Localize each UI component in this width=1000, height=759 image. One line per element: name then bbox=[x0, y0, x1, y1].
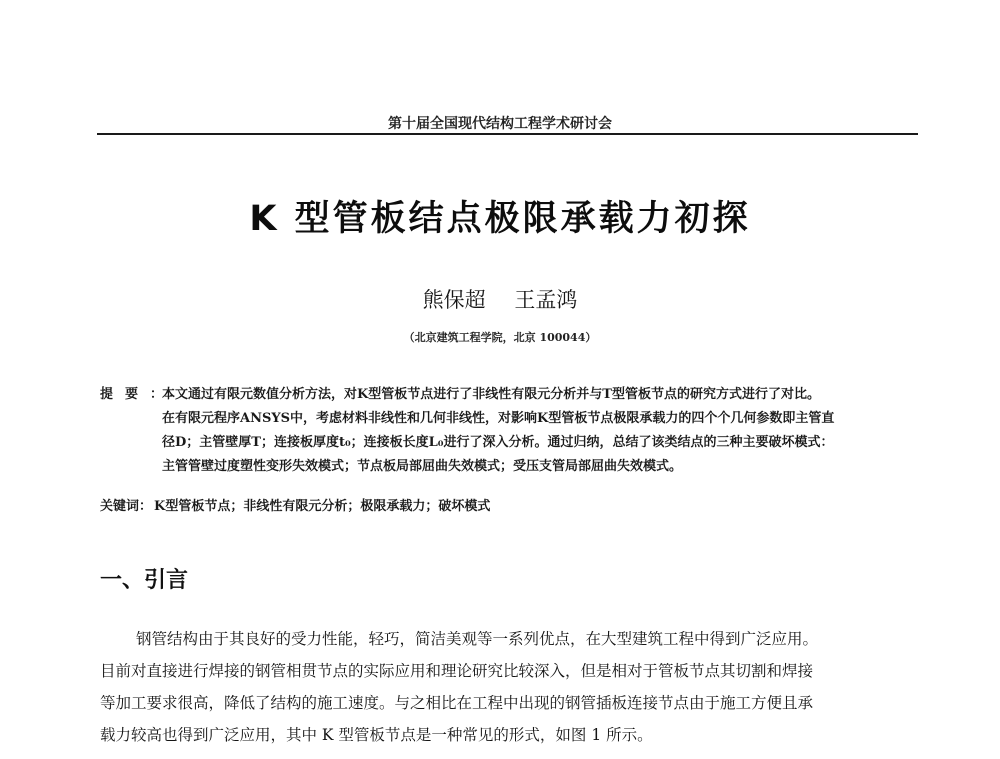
affiliation: （北京建筑工程学院，北京 100044） bbox=[403, 331, 597, 344]
author-name: 熊保超 bbox=[422, 288, 486, 312]
paper-title: K 型管板结点极限承载力初探 bbox=[249, 199, 751, 239]
abstract-line: 在有限元程序ANSYS中，考虑材料非线性和几何非线性，对影响K型管板节点极限承载力的四个个几何参数即主管直 bbox=[162, 411, 835, 426]
section-heading-introduction: 一、引言 bbox=[100, 568, 189, 593]
author-name: 王孟鸿 bbox=[514, 288, 578, 312]
keywords bbox=[100, 495, 490, 519]
running-header: 第十届全国现代结构工程学术研讨会 bbox=[388, 116, 612, 132]
authors bbox=[0, 284, 1000, 314]
keywords-label: 关键词： bbox=[100, 499, 153, 514]
paragraph-line: 载力较高也得到广泛应用，其中 K 型管板节点是一种常见的形式，如图 1 所示。 bbox=[100, 726, 653, 744]
keywords-text: K型管板节点；非线性有限元分析；极限承载力；破坏模式 bbox=[154, 499, 491, 514]
paragraph-line: 等加工要求很高，降低了结构的施工速度。与之相比在工程中出现的钢管插板连接节点由于施工方便且承 bbox=[100, 694, 814, 712]
abstract-line: 本文通过有限元数值分析方法，对K型管板节点进行了非线性有限元分析并与T型管板节点的研究方式进行了对比。 bbox=[162, 387, 820, 402]
introduction-paragraph bbox=[100, 623, 920, 751]
header-rule bbox=[97, 133, 918, 135]
abstract-line: 主管管壁过度塑性变形失效模式；节点板局部屈曲失效模式；受压支管局部屈曲失效模式。 bbox=[162, 459, 683, 474]
paragraph-line: 目前对直接进行焊接的钢管相贯节点的实际应用和理论研究比较深入，但是相对于管板节点其切割和焊接 bbox=[100, 662, 814, 680]
abstract-label: 提要： bbox=[100, 387, 176, 402]
abstract-line: 径D；主管壁厚T；连接板厚度t₀；连接板长度L₀进行了深入分析。通过归纳，总结了该类结点的三种主要破坏模式： bbox=[162, 435, 834, 450]
abstract-body bbox=[162, 383, 942, 479]
paragraph-line: 钢管结构由于其良好的受力性能，轻巧，简洁美观等一系列优点，在大型建筑工程中得到广泛应用。 bbox=[136, 630, 819, 648]
